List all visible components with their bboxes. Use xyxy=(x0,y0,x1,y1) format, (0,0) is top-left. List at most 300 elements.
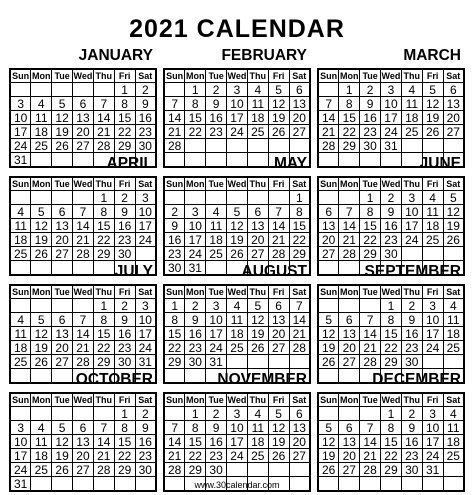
day-cell: 5 xyxy=(268,407,289,421)
day-cell: 21 xyxy=(73,341,94,355)
day-cell: 12 xyxy=(268,97,289,111)
day-cell xyxy=(422,355,443,369)
day-cell: 10 xyxy=(135,205,156,219)
day-cell: 23 xyxy=(114,233,135,247)
day-cell xyxy=(135,247,156,261)
month-name: SEPTEMBER xyxy=(364,263,461,280)
day-cell xyxy=(164,407,185,421)
day-cell: 22 xyxy=(114,125,135,139)
day-cell: 3 xyxy=(422,299,443,313)
day-cell: 25 xyxy=(422,233,443,247)
day-cell: 4 xyxy=(10,205,31,219)
day-cell: 17 xyxy=(135,327,156,341)
day-cell: 12 xyxy=(31,327,52,341)
day-cell: 2 xyxy=(401,299,422,313)
day-cell: 6 xyxy=(52,205,73,219)
day-cell: 23 xyxy=(381,233,402,247)
day-cell xyxy=(31,407,52,421)
day-cell: 5 xyxy=(318,421,339,435)
day-cell: 29 xyxy=(381,355,402,369)
day-cell: 28 xyxy=(289,341,310,355)
day-cell xyxy=(206,191,227,205)
day-cell: 13 xyxy=(318,219,339,233)
day-cell xyxy=(73,83,94,97)
day-cell: 11 xyxy=(443,421,464,435)
day-cell: 30 xyxy=(135,463,156,477)
day-cell: 28 xyxy=(268,247,289,261)
day-cell: 17 xyxy=(10,449,31,463)
day-cell: 26 xyxy=(31,355,52,369)
day-cell: 19 xyxy=(318,449,339,463)
day-cell: 14 xyxy=(164,111,185,125)
weekday-header: Thu xyxy=(93,177,114,191)
weekday-header: Fri xyxy=(422,69,443,83)
weekday-header: Tue xyxy=(52,69,73,83)
weekday-header: Thu xyxy=(401,285,422,299)
day-cell: 2 xyxy=(206,407,227,421)
day-cell: 4 xyxy=(31,421,52,435)
day-cell: 20 xyxy=(339,449,360,463)
weekday-header: Tue xyxy=(52,285,73,299)
day-cell xyxy=(360,407,381,421)
day-cell: 31 xyxy=(206,355,227,369)
day-cell: 27 xyxy=(52,247,73,261)
day-cell xyxy=(227,139,248,153)
weekday-header: Mon xyxy=(340,287,359,297)
day-cell xyxy=(318,83,339,97)
day-cell xyxy=(360,299,381,313)
weekday-header: Mon xyxy=(340,71,359,81)
day-cell: 4 xyxy=(443,407,464,421)
day-cell: 6 xyxy=(289,83,310,97)
month-name: JUNE xyxy=(419,155,461,172)
day-cell: 19 xyxy=(227,233,248,247)
day-cell: 17 xyxy=(10,125,31,139)
day-cell xyxy=(268,355,289,369)
day-cell: 19 xyxy=(247,327,268,341)
day-cell: 16 xyxy=(381,219,402,233)
day-cell: 15 xyxy=(381,327,402,341)
day-cell: 15 xyxy=(185,111,206,125)
day-cell: 9 xyxy=(114,205,135,219)
day-cell: 26 xyxy=(318,355,339,369)
day-cell xyxy=(10,191,31,205)
month-july xyxy=(9,260,157,384)
day-cell: 24 xyxy=(227,125,248,139)
weekday-header: Fri xyxy=(114,69,135,83)
day-cell: 8 xyxy=(381,421,402,435)
day-cell: 18 xyxy=(10,233,31,247)
day-cell xyxy=(318,407,339,421)
day-cell: 4 xyxy=(247,83,268,97)
day-cell: 21 xyxy=(93,449,114,463)
weekday-header: Wed xyxy=(381,287,401,297)
day-cell: 5 xyxy=(52,421,73,435)
weekday-header: Thu xyxy=(247,177,268,191)
day-cell: 13 xyxy=(73,435,94,449)
day-cell: 9 xyxy=(135,97,156,111)
weekday-header: Tue xyxy=(206,393,227,407)
day-cell: 27 xyxy=(73,463,94,477)
day-cell xyxy=(401,139,422,153)
day-cell: 14 xyxy=(318,111,339,125)
day-cell: 31 xyxy=(10,477,31,492)
day-cell: 21 xyxy=(164,449,185,463)
day-cell: 13 xyxy=(247,219,268,233)
day-cell: 12 xyxy=(31,219,52,233)
day-cell: 15 xyxy=(164,327,185,341)
weekday-header: Sun xyxy=(10,285,31,299)
day-cell xyxy=(289,463,310,477)
day-cell: 27 xyxy=(289,125,310,139)
day-cell: 14 xyxy=(93,111,114,125)
weekday-header: Sat xyxy=(443,177,464,191)
day-cell: 17 xyxy=(401,219,422,233)
day-cell: 19 xyxy=(443,219,464,233)
weekday-header: Wed xyxy=(227,287,247,297)
day-cell: 27 xyxy=(339,355,360,369)
day-cell: 29 xyxy=(114,139,135,153)
day-cell: 9 xyxy=(360,97,381,111)
day-cell: 8 xyxy=(185,97,206,111)
day-cell: 23 xyxy=(206,125,227,139)
day-cell: 3 xyxy=(135,191,156,205)
day-cell: 2 xyxy=(164,205,185,219)
day-cell: 24 xyxy=(422,449,443,463)
footer-url: www.30calendar.com xyxy=(194,480,280,490)
day-cell: 29 xyxy=(114,463,135,477)
day-cell: 8 xyxy=(164,313,185,327)
day-cell: 29 xyxy=(185,463,206,477)
day-cell: 12 xyxy=(443,205,464,219)
day-cell: 11 xyxy=(31,435,52,449)
day-cell: 7 xyxy=(289,299,310,313)
day-cell: 26 xyxy=(247,341,268,355)
weekday-header: Wed xyxy=(73,71,93,81)
day-cell: 26 xyxy=(318,463,339,477)
day-cell: 22 xyxy=(93,341,114,355)
day-cell: 27 xyxy=(443,125,464,139)
day-cell: 18 xyxy=(422,219,443,233)
weekday-header: Sun xyxy=(318,393,339,407)
day-cell: 3 xyxy=(206,299,227,313)
month-november xyxy=(163,368,311,492)
day-cell: 28 xyxy=(164,139,185,153)
day-cell: 1 xyxy=(360,191,381,205)
day-cell: 30 xyxy=(401,355,422,369)
day-cell: 23 xyxy=(401,341,422,355)
month-name: NOVEMBER xyxy=(217,371,307,388)
day-cell xyxy=(164,191,185,205)
day-cell: 30 xyxy=(135,139,156,153)
month-name: APRIL xyxy=(106,155,153,172)
day-cell: 6 xyxy=(247,205,268,219)
day-cell: 2 xyxy=(135,407,156,421)
day-cell: 25 xyxy=(443,449,464,463)
day-cell: 28 xyxy=(318,139,339,153)
weekday-header: Wed xyxy=(73,287,93,297)
day-cell xyxy=(247,355,268,369)
day-cell: 4 xyxy=(10,313,31,327)
day-cell: 2 xyxy=(381,191,402,205)
day-cell: 15 xyxy=(114,111,135,125)
day-cell: 10 xyxy=(10,111,31,125)
month-name: MAY xyxy=(273,155,307,172)
day-cell: 2 xyxy=(401,407,422,421)
day-cell: 9 xyxy=(164,219,185,233)
weekday-header: Tue xyxy=(360,177,381,191)
day-cell: 11 xyxy=(247,97,268,111)
weekday-header: Mon xyxy=(340,395,359,405)
day-cell: 29 xyxy=(339,139,360,153)
weekday-header: Sun xyxy=(318,69,339,83)
day-cell: 11 xyxy=(10,219,31,233)
day-cell: 1 xyxy=(185,83,206,97)
weekday-header: Mon xyxy=(186,179,205,189)
weekday-header: Sun xyxy=(164,285,185,299)
weekday-header: Wed xyxy=(381,179,401,189)
day-cell: 13 xyxy=(73,111,94,125)
month-september xyxy=(317,260,465,384)
day-cell: 21 xyxy=(93,125,114,139)
day-cell: 22 xyxy=(164,341,185,355)
day-cell: 17 xyxy=(227,435,248,449)
day-cell: 6 xyxy=(443,83,464,97)
month-june xyxy=(317,152,465,276)
day-cell: 16 xyxy=(114,327,135,341)
day-cell: 31 xyxy=(185,261,206,276)
day-cell: 20 xyxy=(289,435,310,449)
day-cell: 28 xyxy=(360,355,381,369)
weekday-header: Thu xyxy=(93,285,114,299)
day-cell: 5 xyxy=(227,205,248,219)
day-cell: 5 xyxy=(52,97,73,111)
day-cell: 9 xyxy=(114,313,135,327)
day-cell: 10 xyxy=(206,313,227,327)
day-cell: 15 xyxy=(339,111,360,125)
weekday-header: Thu xyxy=(247,393,268,407)
day-cell: 8 xyxy=(93,205,114,219)
day-cell: 19 xyxy=(31,233,52,247)
day-cell: 5 xyxy=(247,299,268,313)
day-cell: 7 xyxy=(93,421,114,435)
day-cell: 20 xyxy=(247,233,268,247)
day-cell xyxy=(52,299,73,313)
day-cell xyxy=(31,191,52,205)
weekday-header: Mon xyxy=(32,287,51,297)
day-cell: 30 xyxy=(401,463,422,477)
day-cell: 6 xyxy=(339,421,360,435)
day-cell: 23 xyxy=(185,341,206,355)
day-cell: 10 xyxy=(381,97,402,111)
weekday-header: Sat xyxy=(289,285,310,299)
day-cell: 20 xyxy=(52,341,73,355)
weekday-header: Mon xyxy=(186,71,205,81)
weekday-header: Sat xyxy=(135,69,156,83)
day-cell xyxy=(93,407,114,421)
day-cell: 1 xyxy=(164,299,185,313)
day-cell xyxy=(164,83,185,97)
weekday-header: Wed xyxy=(73,395,93,405)
day-cell xyxy=(443,355,464,369)
day-cell: 10 xyxy=(401,205,422,219)
day-cell: 7 xyxy=(164,421,185,435)
day-cell: 20 xyxy=(318,233,339,247)
day-cell: 27 xyxy=(73,139,94,153)
day-cell: 19 xyxy=(52,125,73,139)
day-cell: 18 xyxy=(10,341,31,355)
day-cell: 13 xyxy=(339,435,360,449)
day-cell xyxy=(10,83,31,97)
day-cell: 24 xyxy=(227,449,248,463)
day-cell: 26 xyxy=(52,139,73,153)
day-cell: 21 xyxy=(268,233,289,247)
day-cell: 27 xyxy=(247,247,268,261)
day-cell: 14 xyxy=(360,435,381,449)
day-cell: 18 xyxy=(31,449,52,463)
day-cell: 19 xyxy=(268,435,289,449)
day-cell: 30 xyxy=(185,355,206,369)
day-cell xyxy=(52,191,73,205)
day-cell: 23 xyxy=(206,449,227,463)
day-cell: 13 xyxy=(52,219,73,233)
day-cell: 11 xyxy=(247,421,268,435)
day-cell: 30 xyxy=(381,247,402,261)
day-cell: 1 xyxy=(185,407,206,421)
weekday-header: Fri xyxy=(422,285,443,299)
day-cell: 2 xyxy=(360,83,381,97)
day-cell: 6 xyxy=(52,313,73,327)
weekday-header: Tue xyxy=(206,285,227,299)
month-name: OCTOBER xyxy=(75,371,153,388)
day-cell: 20 xyxy=(339,341,360,355)
day-cell: 13 xyxy=(443,97,464,111)
day-cell: 19 xyxy=(52,449,73,463)
day-cell: 3 xyxy=(185,205,206,219)
day-cell: 2 xyxy=(206,83,227,97)
day-cell: 20 xyxy=(73,449,94,463)
weekday-header: Tue xyxy=(360,393,381,407)
day-cell: 23 xyxy=(360,125,381,139)
weekday-header: Sat xyxy=(443,285,464,299)
day-cell: 18 xyxy=(247,435,268,449)
day-cell: 10 xyxy=(227,97,248,111)
day-cell: 11 xyxy=(31,111,52,125)
day-cell: 19 xyxy=(318,341,339,355)
day-cell: 3 xyxy=(227,407,248,421)
weekday-header: Tue xyxy=(206,177,227,191)
day-cell: 28 xyxy=(73,247,94,261)
day-cell: 6 xyxy=(268,299,289,313)
day-cell: 16 xyxy=(401,435,422,449)
day-cell: 4 xyxy=(422,191,443,205)
weekday-header: Sun xyxy=(10,177,31,191)
month-table xyxy=(9,392,157,492)
day-cell xyxy=(422,247,443,261)
day-cell: 15 xyxy=(289,219,310,233)
day-cell: 26 xyxy=(52,463,73,477)
day-cell: 23 xyxy=(135,125,156,139)
month-name: FEBRUARY xyxy=(221,47,307,64)
day-cell: 15 xyxy=(185,435,206,449)
day-cell: 20 xyxy=(268,327,289,341)
weekday-header: Sat xyxy=(289,393,310,407)
day-cell: 1 xyxy=(114,407,135,421)
day-cell: 16 xyxy=(206,111,227,125)
day-cell: 3 xyxy=(381,83,402,97)
day-cell: 8 xyxy=(289,205,310,219)
day-cell: 3 xyxy=(135,299,156,313)
weekday-header: Thu xyxy=(401,393,422,407)
day-cell: 31 xyxy=(135,355,156,369)
weekday-header: Sun xyxy=(164,393,185,407)
day-cell: 14 xyxy=(93,435,114,449)
weekday-header: Sun xyxy=(318,177,339,191)
day-cell: 12 xyxy=(422,97,443,111)
day-cell: 18 xyxy=(206,233,227,247)
day-cell xyxy=(31,299,52,313)
month-march xyxy=(317,44,465,168)
day-cell xyxy=(227,463,248,477)
weekday-header: Sat xyxy=(443,69,464,83)
day-cell: 18 xyxy=(443,327,464,341)
day-cell: 2 xyxy=(114,299,135,313)
day-cell: 15 xyxy=(114,435,135,449)
day-cell: 7 xyxy=(318,97,339,111)
day-cell: 22 xyxy=(93,233,114,247)
day-cell xyxy=(443,247,464,261)
day-cell: 9 xyxy=(206,97,227,111)
day-cell: 26 xyxy=(268,125,289,139)
day-cell: 27 xyxy=(268,341,289,355)
day-cell xyxy=(227,355,248,369)
day-cell: 25 xyxy=(401,125,422,139)
day-cell xyxy=(227,191,248,205)
day-cell: 25 xyxy=(247,449,268,463)
day-cell: 17 xyxy=(135,219,156,233)
day-cell: 6 xyxy=(339,313,360,327)
weekday-header: Sat xyxy=(289,69,310,83)
day-cell: 4 xyxy=(206,205,227,219)
day-cell: 3 xyxy=(401,191,422,205)
day-cell: 16 xyxy=(206,435,227,449)
day-cell: 3 xyxy=(227,83,248,97)
day-cell: 9 xyxy=(401,421,422,435)
weekday-header: Wed xyxy=(227,395,247,405)
day-cell: 24 xyxy=(10,139,31,153)
day-cell: 13 xyxy=(289,421,310,435)
day-cell: 29 xyxy=(93,247,114,261)
day-cell xyxy=(206,139,227,153)
weekday-header: Tue xyxy=(52,177,73,191)
day-cell: 22 xyxy=(381,341,402,355)
month-october xyxy=(9,368,157,492)
day-cell xyxy=(31,83,52,97)
month-january xyxy=(9,44,157,168)
weekday-header: Thu xyxy=(93,69,114,83)
day-cell: 21 xyxy=(318,125,339,139)
day-cell: 21 xyxy=(289,327,310,341)
month-name: JULY xyxy=(114,263,153,280)
day-cell: 23 xyxy=(401,449,422,463)
weekday-header: Mon xyxy=(32,179,51,189)
day-cell xyxy=(339,191,360,205)
day-cell: 4 xyxy=(31,97,52,111)
month-august xyxy=(163,260,311,384)
day-cell: 3 xyxy=(10,97,31,111)
day-cell xyxy=(185,139,206,153)
month-february xyxy=(163,44,311,168)
